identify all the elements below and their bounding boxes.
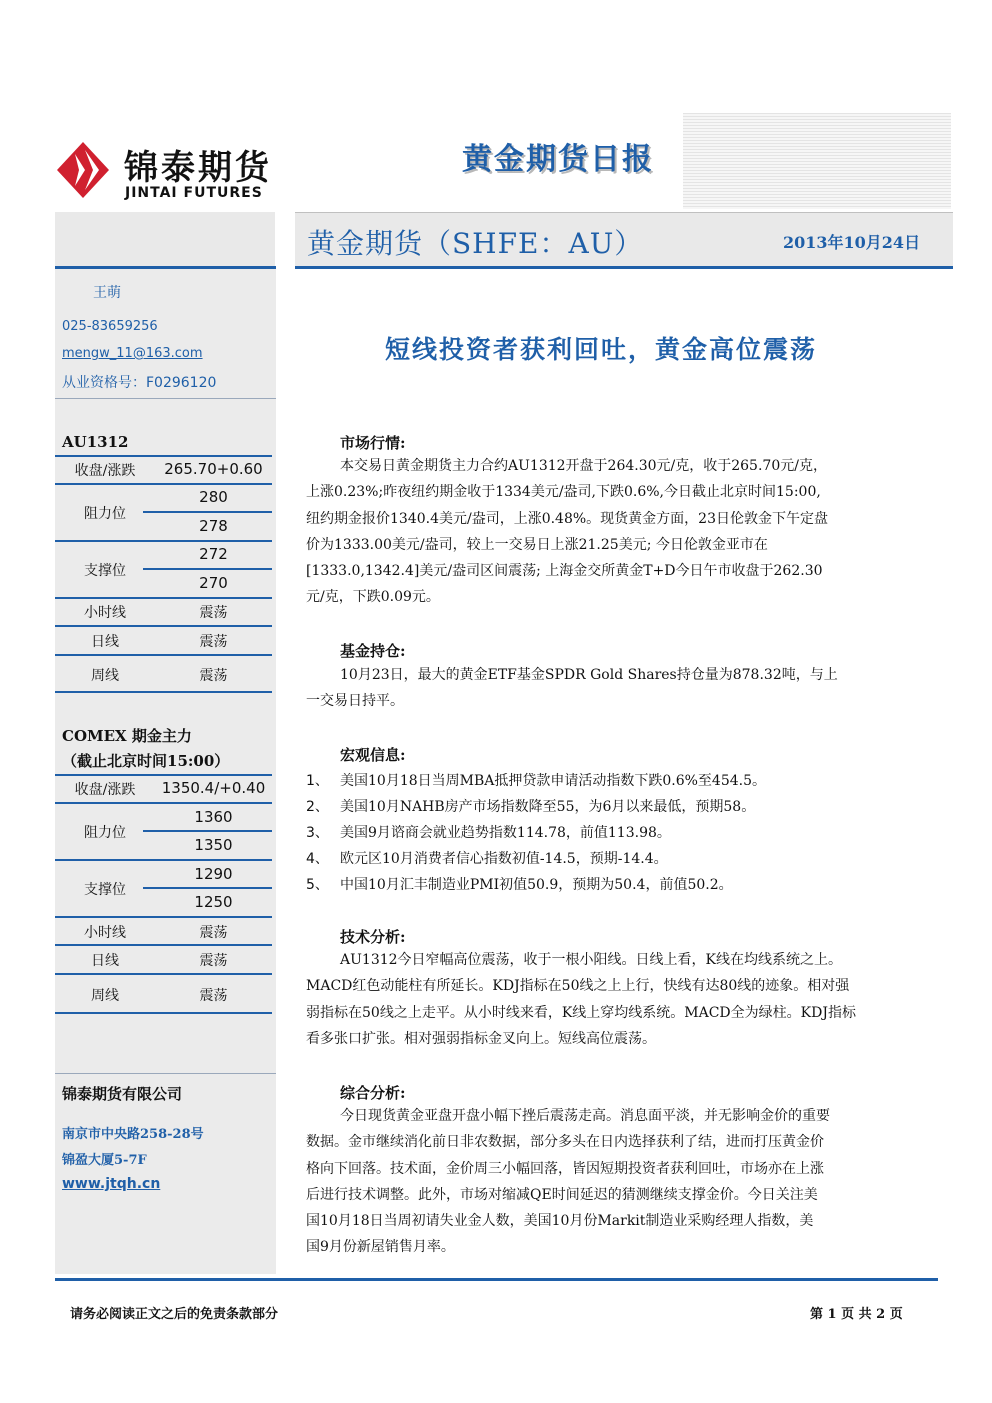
resistance-label: 阻力位 bbox=[84, 825, 126, 841]
table-rule bbox=[55, 540, 272, 542]
fund-line: 一交易日持平。 bbox=[306, 693, 404, 710]
support-2: 270 bbox=[199, 574, 228, 592]
table-rule bbox=[55, 455, 272, 457]
table-rule bbox=[55, 774, 272, 776]
footer-rule bbox=[55, 1278, 938, 1281]
weekly-value: 震荡 bbox=[199, 988, 228, 1004]
fund-line: 10月23日，最大的黄金ETF基金SPDR Gold Shares持仓量为878.32吨，与上 bbox=[340, 667, 838, 683]
macro-item-text: 欧元区10月消费者信心指数初值-14.5，预期-14.4。 bbox=[340, 851, 668, 867]
macro-item bbox=[306, 848, 668, 868]
table-rule bbox=[55, 597, 272, 599]
summary-line: 后进行技术调整。此外，市场对缩减QE时间延迟的猜测继续支撑金价。今日关注美 bbox=[306, 1186, 818, 1203]
fund-paragraph bbox=[306, 662, 946, 715]
summary-line: 格向下回落。技术面，金价周三小幅回落，皆因短期投资者获利回吐，市场亦在上涨 bbox=[306, 1160, 824, 1177]
support-1: 1290 bbox=[194, 865, 233, 883]
report-date: 2013年10月24日 bbox=[783, 233, 921, 252]
jintai-logo-icon bbox=[55, 140, 111, 200]
macro-item-number: 2、 bbox=[306, 799, 329, 815]
market-line: 上涨0.23%;昨夜纽约期金收于1334美元/盎司,下跌0.6%,今日截止北京时间15:00, bbox=[306, 484, 821, 501]
au-quote-table bbox=[55, 455, 272, 695]
macro-item bbox=[306, 770, 766, 790]
weekly-label: 周线 bbox=[91, 988, 119, 1004]
comex-table-title: COMEX 期金主力 bbox=[62, 727, 192, 745]
comex-table-subtitle: （截止北京时间15:00） bbox=[62, 752, 230, 770]
resistance-1: 1360 bbox=[194, 808, 233, 826]
macro-item-number: 4、 bbox=[306, 851, 329, 867]
resistance-label: 阻力位 bbox=[84, 506, 126, 522]
macro-item-text: 中国10月汇丰制造业PMI初值50.9，预期为50.4，前值50.2。 bbox=[340, 877, 733, 893]
report-title: 黄金期货日报 bbox=[462, 142, 654, 177]
subtitle-bar-rule bbox=[295, 266, 953, 269]
technical-line: 弱指标在50线之上走平。从小时线来看，K线上穿均线系统。MACD全为绿柱。KDJ指标 bbox=[306, 1004, 856, 1021]
market-line: 元/克，下跌0.09元。 bbox=[306, 589, 440, 606]
market-heading: 市场行情: bbox=[340, 434, 406, 452]
support-1: 272 bbox=[199, 545, 228, 563]
table-rule bbox=[55, 859, 272, 861]
table-rule bbox=[55, 625, 272, 627]
table-rule bbox=[55, 1012, 272, 1014]
company-website-link[interactable]: www.jtqh.cn bbox=[62, 1176, 161, 1192]
analyst-phone: 025-83659256 bbox=[62, 319, 158, 334]
daily-label: 日线 bbox=[91, 953, 119, 969]
report-subtitle: 黄金期货（SHFE：AU） bbox=[307, 227, 644, 260]
footer-disclaimer: 请务必阅读正文之后的免责条款部分 bbox=[70, 1307, 279, 1322]
close-label: 收盘/涨跌 bbox=[74, 463, 136, 479]
header-decoration bbox=[683, 113, 951, 209]
hourly-value: 震荡 bbox=[199, 925, 228, 941]
summary-line: 今日现货黄金亚盘开盘小幅下挫后震荡走高。消息面平淡，并无影响金价的重要 bbox=[340, 1108, 830, 1124]
summary-line: 国10月18日当周初请失业金人数，美国10月份Markit制造业采购经理人指数，美 bbox=[306, 1213, 814, 1230]
comex-quote-table bbox=[55, 774, 272, 1016]
table-rule bbox=[55, 691, 272, 693]
table-rule bbox=[55, 802, 272, 804]
company-address-line2: 锦盈大厦5-7F bbox=[62, 1153, 147, 1168]
technical-heading: 技术分析: bbox=[340, 928, 406, 946]
weekly-label: 周线 bbox=[91, 668, 119, 684]
summary-paragraph bbox=[306, 1103, 946, 1261]
market-line: 价为1333.00美元/盎司，较上一交易日上涨21.25美元; 今日伦敦金亚市在 bbox=[306, 536, 768, 553]
hourly-label: 小时线 bbox=[84, 605, 126, 621]
resistance-2: 278 bbox=[199, 517, 228, 535]
market-line: 纽约期金报价1340.4美元/盎司，上涨0.48%。现货黄金方面，23日伦敦金下午定盘 bbox=[306, 510, 828, 527]
summary-line: 国9月份新屋销售月率。 bbox=[306, 1239, 455, 1256]
sidebar-divider bbox=[55, 398, 276, 399]
summary-line: 数据。金市继续消化前日非农数据，部分多头在日内选择获利了结，进而打压黄金价 bbox=[306, 1134, 824, 1151]
hourly-label: 小时线 bbox=[84, 925, 126, 941]
technical-line: 看多张口扩张。相对强弱指标金叉向上。短线高位震荡。 bbox=[306, 1030, 656, 1047]
footer-page-number: 第 1 页 共 2 页 bbox=[810, 1307, 903, 1322]
technical-line: MACD红色动能柱有所延长。KDJ指标在50线之上上行，快线有达80线的迹象。相对强 bbox=[306, 978, 850, 995]
support-2: 1250 bbox=[194, 893, 233, 911]
daily-value: 震荡 bbox=[199, 953, 228, 969]
logo-chinese-name: 锦泰期货 bbox=[124, 148, 272, 188]
technical-paragraph bbox=[306, 947, 946, 1052]
resistance-1: 280 bbox=[199, 488, 228, 506]
daily-label: 日线 bbox=[91, 634, 119, 650]
hourly-value: 震荡 bbox=[199, 605, 228, 621]
close-value: 265.70+0.60 bbox=[164, 460, 263, 478]
macro-item-text: 美国10月18日当周MBA抵押贷款申请活动指数下跌0.6%至454.5。 bbox=[340, 773, 767, 789]
macro-item-number: 5、 bbox=[306, 877, 329, 893]
market-paragraph bbox=[306, 453, 946, 611]
table-sub-rule bbox=[143, 511, 272, 513]
company-address-line1: 南京市中央路258-28号 bbox=[62, 1127, 204, 1142]
table-rule bbox=[55, 916, 272, 918]
header-side-box bbox=[55, 212, 275, 266]
analyst-certificate: 从业资格号：F0296120 bbox=[62, 375, 217, 391]
company-name: 锦泰期货有限公司 bbox=[62, 1085, 183, 1103]
macro-item-text: 美国10月NAHB房产市场指数降至55，为6月以来最低，预期58。 bbox=[340, 799, 756, 815]
macro-item bbox=[306, 874, 733, 894]
daily-value: 震荡 bbox=[199, 634, 228, 650]
table-rule bbox=[55, 483, 272, 485]
support-label: 支撑位 bbox=[84, 882, 126, 898]
technical-line: AU1312今日窄幅高位震荡，收于一根小阳线。日线上看，K线在均线系统之上。 bbox=[340, 952, 842, 968]
logo-english-name: JINTAI FUTURES bbox=[125, 185, 263, 201]
resistance-2: 1350 bbox=[194, 836, 233, 854]
table-rule bbox=[55, 654, 272, 656]
table-rule bbox=[55, 973, 272, 975]
fund-heading: 基金持仓: bbox=[340, 642, 406, 660]
market-line: 本交易日黄金期货主力合约AU1312开盘于264.30元/克，收于265.70元/克， bbox=[340, 458, 827, 474]
table-rule bbox=[55, 944, 272, 946]
macro-item bbox=[306, 796, 755, 816]
close-value: 1350.4/+0.40 bbox=[161, 779, 266, 797]
table-sub-rule bbox=[143, 887, 272, 889]
article-headline: 短线投资者获利回吐，黄金高位震荡 bbox=[385, 335, 818, 364]
summary-heading: 综合分析: bbox=[340, 1084, 406, 1102]
sidebar-divider bbox=[55, 1073, 276, 1074]
close-label: 收盘/涨跌 bbox=[74, 782, 136, 798]
support-label: 支撑位 bbox=[84, 563, 126, 579]
macro-item bbox=[306, 822, 671, 842]
table-sub-rule bbox=[143, 568, 272, 570]
weekly-value: 震荡 bbox=[199, 668, 228, 684]
table-sub-rule bbox=[143, 830, 272, 832]
macro-heading: 宏观信息: bbox=[340, 746, 406, 764]
analyst-email-link[interactable]: mengw_11@163.com bbox=[62, 346, 203, 361]
au-table-title: AU1312 bbox=[62, 433, 129, 451]
macro-item-text: 美国9月谘商会就业趋势指数114.78，前值113.98。 bbox=[340, 825, 671, 841]
macro-item-number: 1、 bbox=[306, 773, 329, 789]
market-line: [1333.0,1342.4]美元/盎司区间震荡; 上海金交所黄金T+D今日午市收盘于262.30 bbox=[306, 563, 823, 580]
analyst-name: 王萌 bbox=[93, 285, 121, 301]
macro-item-number: 3、 bbox=[306, 825, 329, 841]
